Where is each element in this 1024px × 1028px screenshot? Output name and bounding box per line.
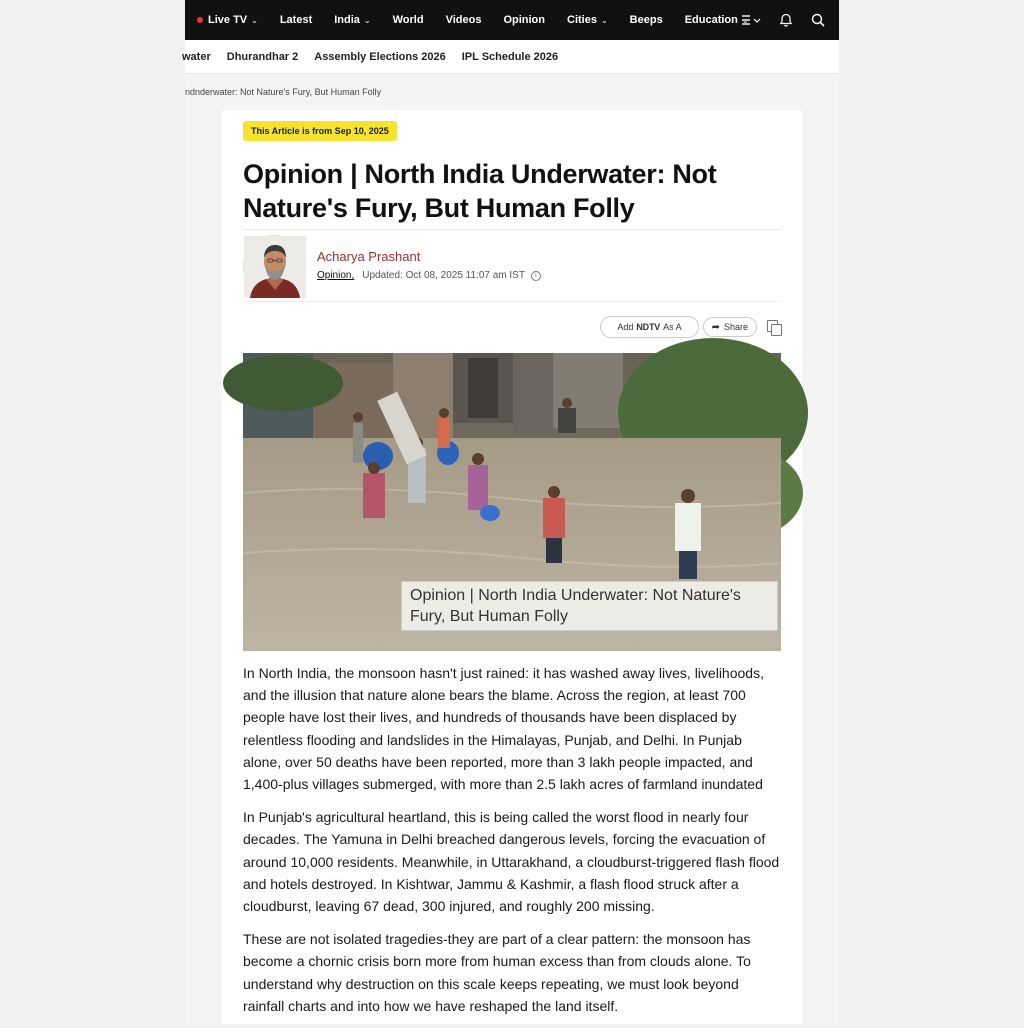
subnav-item-ipl[interactable]: IPL Schedule 2026: [461, 50, 559, 63]
top-navigation: [185, 0, 839, 40]
copy-link-icon[interactable]: [767, 320, 781, 334]
share-button[interactable]: [703, 317, 757, 337]
author-name-link[interactable]: Acharya Prashant: [317, 249, 421, 264]
nav-cities[interactable]: [567, 14, 608, 26]
article-paragraph: In Punjab's agricultural heartland, this is being called the worst flood in nearly four decades. The Yamuna in Delhi breached dangerous levels, forcing the evacuation of around 10,000 residents. Meanwhile, in Uttarakhand, a cloudburst-triggered flash flood and hotels destroyed. In Kishtwar, Jammu & Kashmir, a flash flood struck after a cloudburst, leaving 67 dead, 300 injured, and roughly 200 missing.: [243, 809, 780, 915]
ndtv-logo-text: NDTV: [636, 322, 661, 332]
article-date-badge: This Article is from Sep 10, 2025: [243, 121, 397, 141]
nav-label: Education: [684, 14, 738, 26]
nav-label: India: [334, 14, 360, 26]
add-preferred-source-button[interactable]: [600, 316, 698, 338]
nav-label: Latest: [279, 14, 313, 26]
nav-label: Videos: [445, 14, 482, 26]
nav-label: Live TV: [208, 14, 248, 26]
subnav-item-water[interactable]: water: [182, 50, 211, 63]
subnav-item-elections[interactable]: Assembly Elections 2026: [314, 50, 446, 63]
nav-label: Opinion: [503, 14, 545, 26]
nav-latest[interactable]: [280, 14, 312, 26]
image-caption: Opinion | North India Underwater: Not Nature's Fury, But Human Folly: [401, 581, 778, 631]
nav-beeps[interactable]: [630, 14, 663, 26]
nav-india[interactable]: [334, 14, 370, 26]
updated-timestamp: Updated: Oct 08, 2025 11:07 am IST: [362, 270, 525, 281]
chevron-down-icon: ⌄: [600, 15, 608, 25]
bell-icon[interactable]: [779, 13, 793, 27]
nav-live-tv[interactable]: [197, 14, 258, 26]
menu-icon[interactable]: [741, 14, 761, 26]
live-dot-icon: [197, 17, 203, 23]
share-label: Share: [723, 322, 748, 332]
nav-label: Cities: [567, 14, 597, 26]
info-icon[interactable]: i: [531, 271, 541, 281]
article-body: [243, 662, 783, 1028]
article-paragraph: In North India, the monsoon hasn't just rained: it has washed away lives, livelihoods, and the illusion that nature alone bears the blame. Across the region, at least 700 people have lost their lives, and hundreds of thousands have been displaced by relentless flooding and landslides in the Himalayas, Punjab, and Delhi. In Punjab alone, over 50 deaths have been reported, more than 3 lakh people impacted, and 1,400-plus villages submerged, with more than 2.5 lakh acres of farmland inundated: [243, 665, 764, 793]
article-headline: Opinion | North India Underwater: Not Nature's Fury, But Human Folly: [243, 159, 717, 223]
nav-label: World: [392, 14, 424, 26]
trending-subnav: [182, 40, 839, 74]
category-link[interactable]: Opinion,: [317, 270, 355, 281]
chevron-down-icon: ⌄: [251, 15, 258, 25]
chevron-down-icon: ⌄: [741, 15, 749, 25]
nav-right-tools: [723, 0, 825, 40]
subnav-item-dhurandhar[interactable]: Dhurandhar 2: [226, 50, 299, 63]
divider: [243, 229, 781, 230]
chevron-down-icon: ⌄: [363, 15, 371, 25]
nav-opinion[interactable]: [503, 14, 545, 26]
article-meta: [317, 270, 541, 281]
breadcrumb: ndnderwater: Not Nature's Fury, But Human Folly: [185, 87, 382, 97]
nav-label: Beeps: [629, 14, 663, 26]
nav-videos[interactable]: [446, 14, 482, 26]
article-paragraph: These are not isolated tragedies-they are part of a clear pattern: the monsoon has become a chornic crisis born more from human excess than from clouds alone. To understand why destruction on this scale keeps repeating, we must look beyond rainfall charts and into how we have reshaped the land itself.: [243, 931, 751, 1014]
add-source-prefix: Add: [617, 322, 634, 332]
nav-world[interactable]: [393, 14, 424, 26]
add-source-suffix: As A: [663, 322, 682, 332]
article-card: [222, 110, 802, 1024]
article-actions: [600, 316, 781, 338]
author-avatar[interactable]: [243, 235, 305, 297]
search-icon[interactable]: [811, 13, 825, 27]
share-arrow-icon: ➦: [711, 321, 720, 333]
divider: [243, 301, 781, 302]
